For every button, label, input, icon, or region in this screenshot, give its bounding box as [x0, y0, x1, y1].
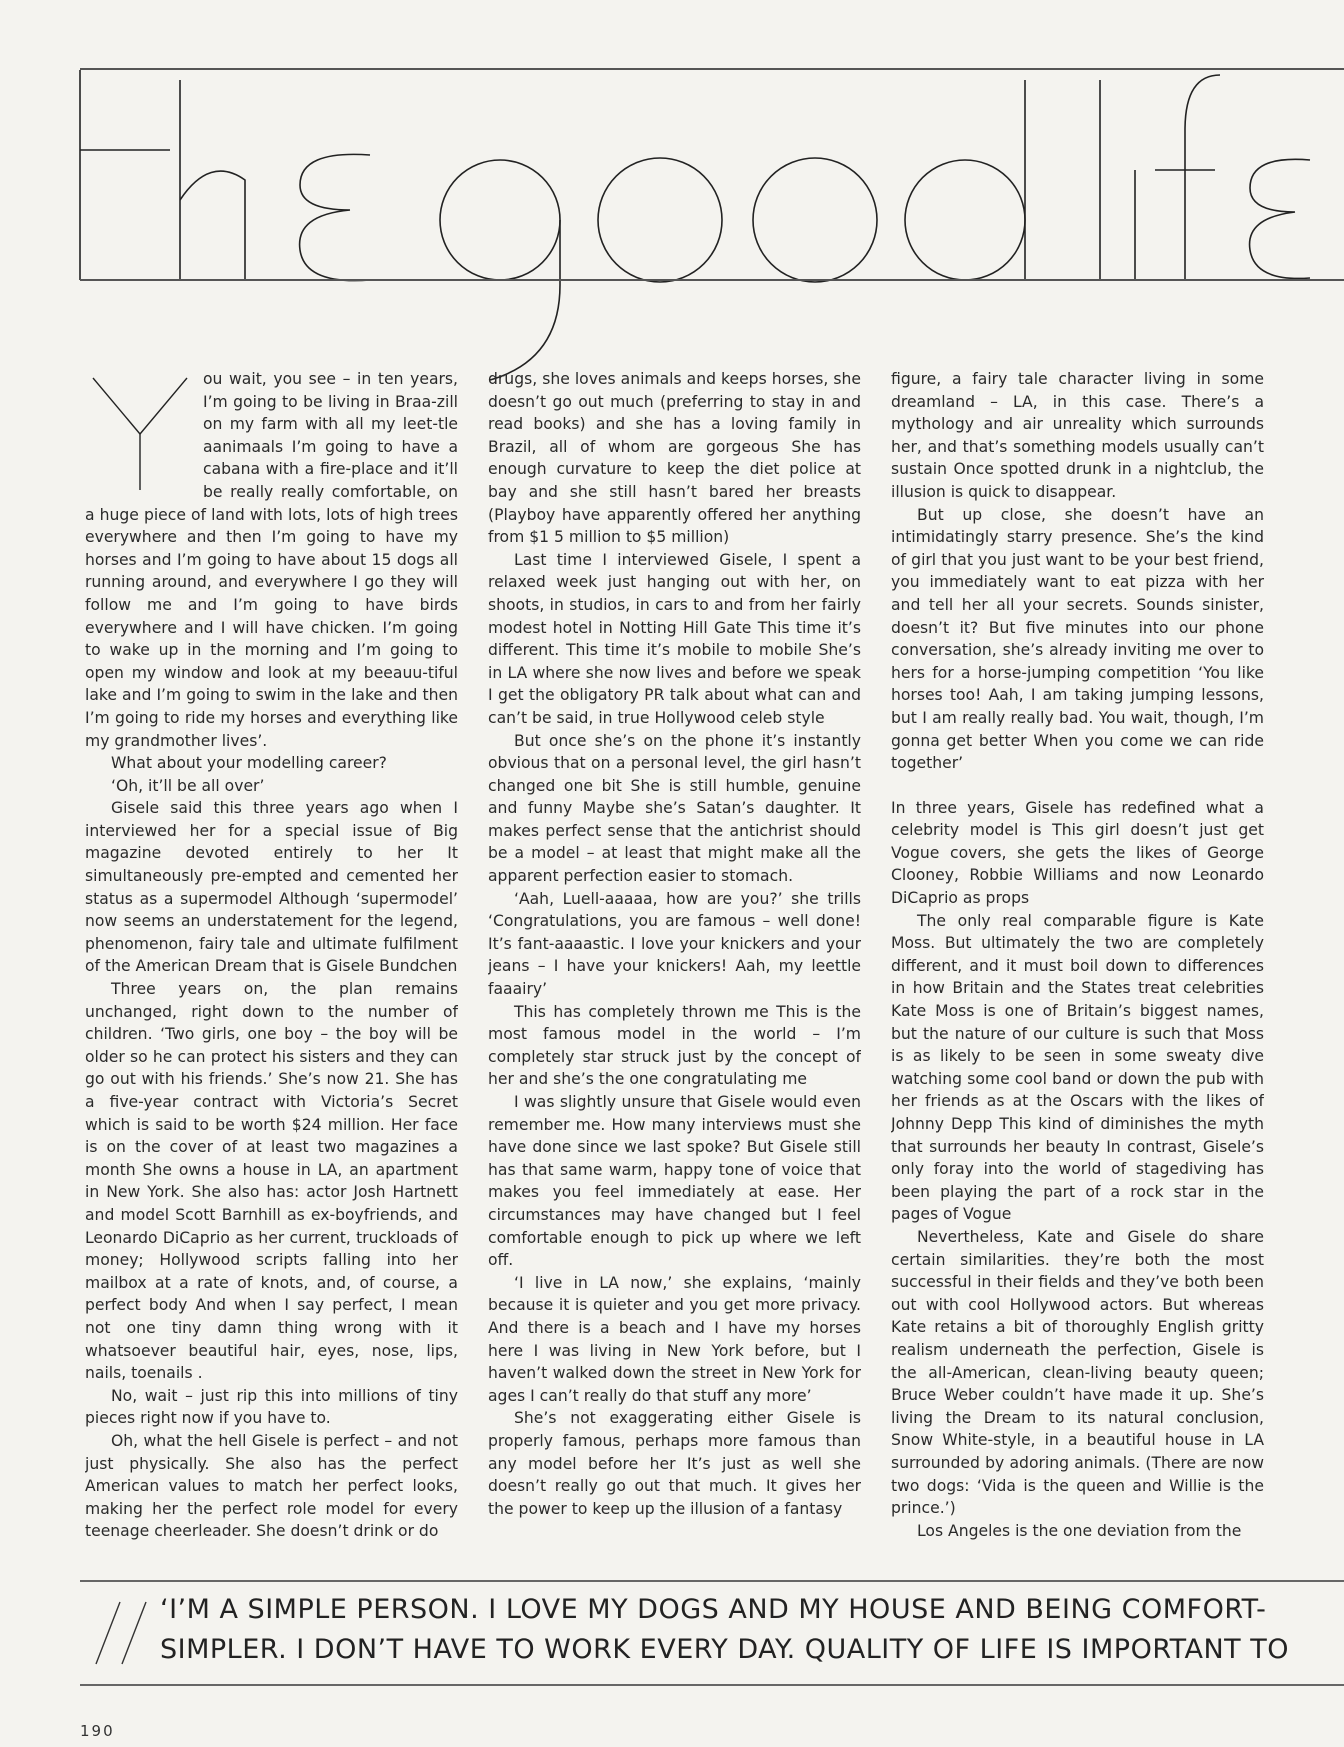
drop-cap: [85, 372, 195, 490]
paragraph: What about your modelling career?: [111, 754, 387, 773]
page-number: 190: [80, 1722, 115, 1740]
pull-quote: [80, 1580, 1344, 1680]
headline-text: The good life: [60, 70, 67, 71]
paragraph: Last time I interviewed Gisele, I spent a relaxed week just hanging out with her, on shoots, in studios, in cars to and from her fairly modest hotel in Notting Hill Gate This time it’s different. This time it’s mobile to mobile She’s in LA where she now lives and before we speak I get the obligatory PR talk about what can and can’t be said, in true Hollywood celeb style: [488, 550, 861, 727]
paragraph: She’s not exaggerating either Gisele is properly famous, perhaps more famous than any model before her It’s just as well she doesn’t really go out that much. It gives her the power to keep up the illusion of a fantasy: [488, 1409, 861, 1518]
pull-quote-bottom-rule: [80, 1684, 1344, 1686]
paragraph: I was slightly unsure that Gisele would even remember me. How many interviews must she have done since we last spoke? But Gisele still has that same warm, happy tone of voice that makes you feel immediately at ease. Her circumstances may have changed but I feel comfortable enough to pick up where we left off.: [488, 1093, 861, 1270]
paragraph: But once she’s on the phone it’s instantly obvious that on a personal level, the girl hasn’t changed one bit She is still humble, genuine and funny Maybe she’s Satan’s daughter. It makes perfect sense that the antichrist should be a model – at least that might make all the apparent perfection easier to stomach.: [488, 731, 861, 886]
paragraph: No, wait – just rip this into millions of tiny pieces right now if you have to.: [85, 1386, 458, 1428]
svg-text:Y: Y: [85, 372, 86, 373]
paragraph: But up close, she doesn’t have an intimidatingly starry presence. She’s the kind of girl that you just want to be your best friend, you immediately want to eat pizza with her and tell her all your secrets. Sounds sinister, doesn’t it? But five minutes into our phone conversation, she’s already inviting me over to hers for a horse-jumping competition ‘You like horses too! Aah, I am taking jumping lessons, but I am really really bad. You wait, though, I’m gonna get better When you come we can ride together’: [891, 505, 1264, 773]
pull-quote-line-1: ‘I’M A SIMPLE PERSON. I LOVE MY DOGS AND MY HOUSE AND BEING COMFORT-: [160, 1594, 1267, 1625]
paragraph: drugs, she loves animals and keeps horses, she doesn’t go out much (preferring to stay in and read books) and she has a loving family in Brazil, all of whom are gorgeous She has enough curvature to keep the diet police at bay and she still hasn’t bared her breasts (Playboy have apparently offered her anything from $1 5 million to $5 million): [488, 370, 861, 547]
column-1: [85, 368, 458, 1548]
paragraph: Gisele said this three years ago when I interviewed her for a special issue of Big magazine devoted entirely to her It simultaneously pre-empted and cemented her status as a supermodel Although ‘supermodel’ now seems an understatement for the legend, phenomenon, fairy tale and ultimate fulfilment of the American Dream that is Gisele Bundchen: [85, 799, 458, 976]
column-2: [488, 368, 861, 1548]
paragraph: ou wait, you see – in ten years, I’m going to be living in Braa-zill on my farm with all my leet-tle aanimaals I’m going to have a cabana with a fire-place and it’ll be really really comfortable, on a huge piece of land with lots, lots of high trees everywhere and then I’m going to have my horses and I’m going to have about 15 dogs all running around, and everywhere I go they will follow me and I’m going to have birds everywhere and I will have chicken. I’m going to wake up in the morning and I’m going to open my window and look at my beeauu-tiful lake and I’m going to swim in the lake and then I’m going to ride my horses and everything like my grandmother lives’.: [85, 370, 458, 750]
paragraph: ‘Oh, it’ll be all over’: [111, 776, 265, 795]
paragraph: This has completely thrown me This is the most famous model in the world – I’m completely star struck just by the concept of her and she’s the one congratulating me: [488, 1002, 861, 1089]
paragraph: In three years, Gisele has redefined what a celebrity model is This girl doesn’t just get Vogue covers, she gets the likes of George Clooney, Robbie Williams and now Leonardo DiCaprio as props: [891, 798, 1264, 908]
headline-art: [60, 70, 1344, 390]
paragraph: Nevertheless, Kate and Gisele do share certain similarities. they’re both the most successful in their fields and they’ve both been out with cool Hollywood actors. But whereas Kate retains a bit of thoroughly English gritty realism underneath the perfection, Gisele is the all-American, clean-living beauty queen; Bruce Weber couldn’t have made it up. She’s living the Dream to its natural conclusion, Snow White-style, in a beautiful house in LA surrounded by adoring animals. (There are now two dogs: ‘Vida is the queen and Willie is the prince.’): [891, 1227, 1264, 1518]
paragraph: figure, a fairy tale character living in some dreamland – LA, in this case. There’s a mythology and air unreality which surrounds her, and that’s something models usually can’t sustain Once spotted drunk in a nightclub, the illusion is quick to disappear.: [891, 370, 1264, 501]
pull-quote-slash-icon: [92, 1600, 152, 1666]
paragraph: Oh, what the hell Gisele is perfect – and not just physically. She also has the perfect American values to match her perfect looks, making her the perfect role model for every teenage cheerleader. She doesn’t drink or do: [85, 1431, 458, 1541]
paragraph: The only real comparable figure is Kate Moss. But ultimately the two are completely different, and it must boil down to differences in how Britain and the States treat celebrities Kate Moss is one of Britain’s biggest names, but the nature of our culture is such that Moss is as likely to be seen in some sweaty dive watching some cool band or down the pub with her friends as at the Oscars with the likes of Johnny Depp This kind of diminishes the myth that surrounds her beauty In contrast, Gisele’s only foray into the world of stagediving has been playing the part of a rock star in the pages of Vogue: [891, 911, 1264, 1224]
article-body: [85, 368, 1265, 1548]
column-3: [891, 368, 1264, 1548]
paragraph: Three years on, the plan remains unchanged, right down to the number of children. ‘Two girls, one boy – the boy will be older so he can protect his sisters and they can go out with his friends.’ She’s now 21. She has a five-year contract with Victoria’s Secret which is said to be worth $24 million. Her face is on the cover of at least two magazines a month She owns a house in LA, an apartment in New York. She also has: actor Josh Hartnett and model Scott Barnhill as ex-boyfriends, and Leonardo DiCaprio as her current, truckloads of money; Hollywood scripts falling into her mailbox at a rate of knots, and, of course, a perfect body And when I say perfect, I mean not one tiny damn thing wrong with it whatsoever beautiful hair, eyes, nose, lips, nails, toenails .: [85, 980, 458, 1383]
headline: [60, 70, 1344, 390]
paragraph: ‘I live in LA now,’ she explains, ‘mainly because it is quieter and you get more privacy. And there is a beach and I have my horses here I was living in New York before, but I haven’t walked down the street in New York for ages I can’t really do that stuff any more’: [488, 1273, 861, 1405]
title-rule: [80, 279, 1344, 281]
paragraph: ‘Aah, Luell-aaaaa, how are you?’ she trills ‘Congratulations, you are famous – well done! It’s fant-aaaastic. I love your knickers and your jeans – I have your knickers! Aah, my leettle faaairy’: [488, 889, 861, 999]
paragraph: Los Angeles is the one deviation from the: [917, 1521, 1242, 1540]
pull-quote-line-2: SIMPLER. I DON’T HAVE TO WORK EVERY DAY. QUALITY OF LIFE IS IMPORTANT TO: [160, 1634, 1289, 1665]
